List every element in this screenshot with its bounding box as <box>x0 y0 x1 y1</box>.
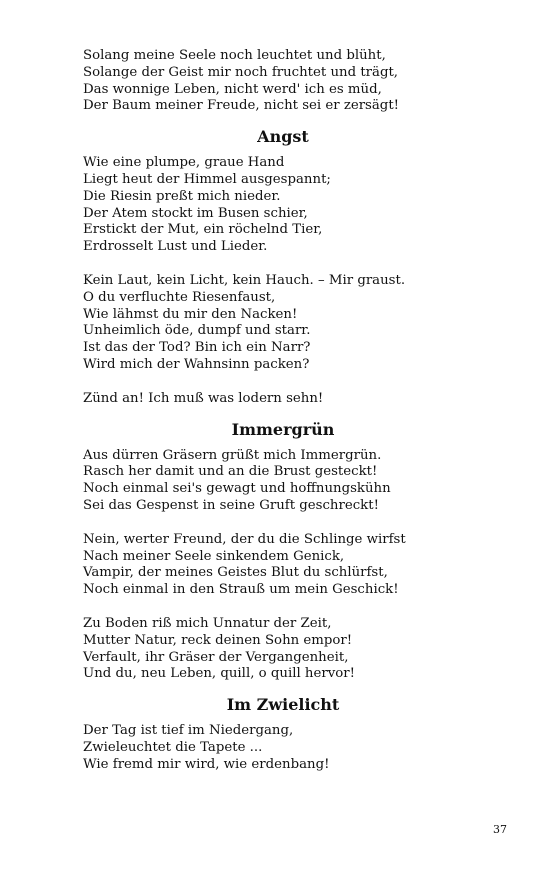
verse-line: Noch einmal in den Strauß um mein Geschick! <box>83 582 399 598</box>
poem-title-immergruen: Immergrün <box>231 419 335 439</box>
verse-line: Rasch her damit und an die Brust gesteckt! <box>83 464 378 480</box>
verse-line: Der Baum meiner Freude, nicht sei er zersägt! <box>83 98 400 114</box>
verse-line: Liegt heut der Himmel ausgespannt; <box>83 171 331 187</box>
verse-line: Nach meiner Seele sinkendem Genick, <box>83 548 345 564</box>
verse-line: Zu Boden riß mich Unnatur der Zeit, <box>83 615 332 631</box>
stanza-gap <box>83 256 483 273</box>
poem-title-wrap <box>83 683 483 723</box>
verse-line: Wird mich der Wahnsinn packen? <box>83 356 310 372</box>
poem-title-wrap <box>83 408 483 448</box>
stanza-immergruen-1 <box>83 448 483 515</box>
stanza-zwielicht-1 <box>83 723 483 773</box>
verse-line: Noch einmal sei's gewagt und hoffnungskühn <box>83 481 391 497</box>
verse-line: Solang meine Seele noch leuchtet und blüht, <box>83 48 386 63</box>
verse-line: Mutter Natur, reck deinen Sohn empor! <box>83 632 353 648</box>
verse-line: Das wonnige Leben, nicht werd' ich es müd, <box>83 81 382 97</box>
stanza-angst-2 <box>83 273 483 374</box>
verse-line: Kein Laut, kein Licht, kein Hauch. – Mir graust. <box>83 272 406 288</box>
verse-line: Sei das Gespenst in seine Gruft geschreckt! <box>83 497 379 513</box>
verse-line: Wie eine plumpe, graue Hand <box>83 155 285 171</box>
verse-line: Der Atem stockt im Busen schier, <box>83 205 308 221</box>
stanza-gap <box>83 599 483 616</box>
stanza-angst-1 <box>83 155 483 256</box>
verse-line: Vampir, der meines Geistes Blut du schlürfst, <box>83 565 388 581</box>
stanza-gap <box>83 515 483 532</box>
stanza-immergruen-3 <box>83 616 483 683</box>
verse-line: Unheimlich öde, dumpf und starr. <box>83 323 311 339</box>
verse-line: Zünd an! Ich muß was lodern sehn! <box>83 390 324 406</box>
verse-line: Aus dürren Gräsern grüßt mich Immergrün. <box>83 447 382 463</box>
verse-line: Ist das der Tod? Bin ich ein Narr? <box>83 340 311 356</box>
verse-line: Verfault, ihr Gräser der Vergangenheit, <box>83 649 349 665</box>
verse-line: Die Riesin preßt mich nieder. <box>83 188 281 204</box>
verse-line: Wie fremd mir wird, wie erdenbang! <box>83 756 330 772</box>
verse-line: Und du, neu Leben, quill, o quill hervor! <box>83 666 355 682</box>
stanza-gap <box>83 374 483 391</box>
poem-title-wrap <box>83 115 483 155</box>
verse-line: O du verfluchte Riesenfaust, <box>83 289 276 305</box>
verse-line: Erdrosselt Lust und Lieder. <box>83 239 268 255</box>
verse-line: Zwieleuchtet die Tapete ... <box>83 739 263 755</box>
verse-line: Solange der Geist mir noch fruchtet und trägt, <box>83 64 399 80</box>
verse-line: Erstickt der Mut, ein röchelnd Tier, <box>83 222 323 238</box>
verse-line: Wie lähmst du mir den Nacken! <box>83 306 298 322</box>
verse-line: Nein, werter Freund, der du die Schlinge wirfst <box>83 531 406 547</box>
page-number: 37 <box>493 823 507 836</box>
poem-title-zwielicht: Im Zwielicht <box>226 695 340 715</box>
page-content <box>83 48 483 774</box>
stanza-immergruen-2 <box>83 532 483 599</box>
stanza-intro <box>83 48 483 115</box>
verse-line: Der Tag ist tief im Niedergang, <box>83 723 294 739</box>
stanza-angst-3 <box>83 391 483 408</box>
poem-title-angst: Angst <box>257 127 309 147</box>
